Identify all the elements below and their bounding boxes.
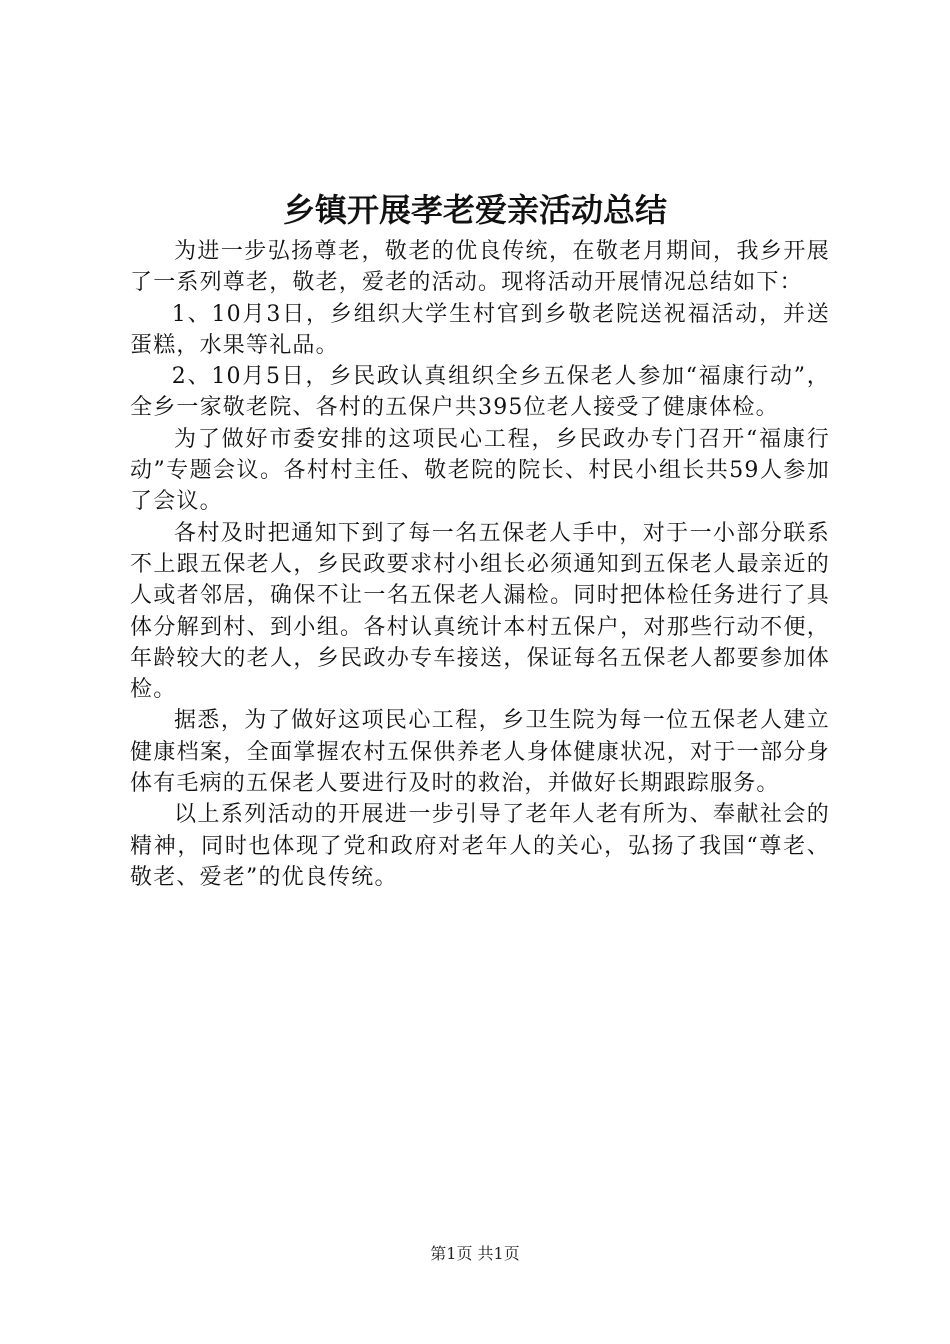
paragraph-item-1: 1、10月3日，乡组织大学生村官到乡敬老院送祝福活动，并送蛋糕，水果等礼品。 [130, 301, 830, 358]
paragraph-intro: 为进一步弘扬尊老，敬老的优良传统，在敬老月期间，我乡开展了一系列尊老，敬老，爱老的活动。现将活动开展情况总结如下： [130, 239, 830, 296]
paragraph-meeting: 为了做好市委安排的这项民心工程，乡民政办专门召开“福康行动”专题会议。各村村主任、敬老院的院长、村民小组长共59人参加了会议。 [130, 426, 830, 515]
document-title: 乡镇开展孝老爱亲活动总结 [282, 191, 667, 229]
page-footer: 第1页 共1页 [430, 1244, 520, 1263]
paragraph-item-2: 2、10月5日，乡民政认真组织全乡五保老人参加“福康行动”，全乡一家敬老院、各村的五保户共395位老人接受了健康体检。 [130, 364, 830, 421]
paragraph-notification: 各村及时把通知下到了每一名五保老人手中，对于一小部分联系不上跟五保老人，乡民政要求村小组长必须通知到五保老人最亲近的人或者邻居，确保不让一名五保老人漏检。同时把体检任务进行了具体分解到村、到小组。各村认真统计本村五保户，对那些行动不便，年龄较大的老人，乡民政办专车接送，保证每名五保老人都要参加体检。 [130, 520, 830, 703]
paragraph-health-records: 据悉，为了做好这项民心工程，乡卫生院为每一位五保老人建立健康档案，全面掌握农村五保供养老人身体健康状况，对于一部分身体有毛病的五保老人要进行及时的救治，并做好长期跟踪服务。 [130, 708, 830, 797]
document-body [130, 236, 830, 893]
paragraph-conclusion: 以上系列活动的开展进一步引导了老年人老有所为、奉献社会的精神，同时也体现了党和政府对老年人的关心，弘扬了我国“尊老、敬老、爱老”的优良传统。 [130, 802, 830, 890]
